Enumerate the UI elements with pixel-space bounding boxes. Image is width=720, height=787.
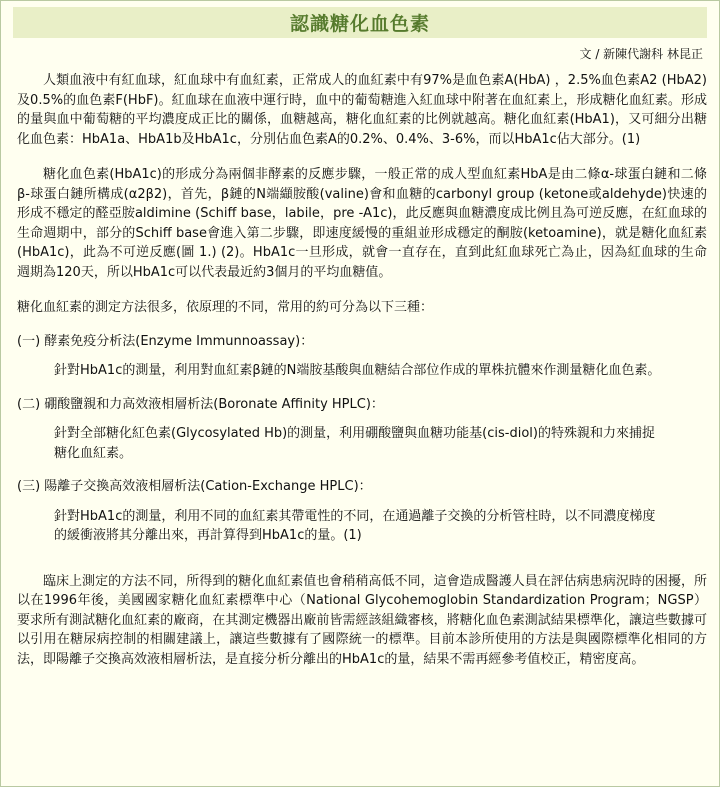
spacer bbox=[17, 318, 707, 332]
spacer bbox=[17, 546, 707, 562]
method-description-cation-exchange: 針對HbA1c的測量，利用不同的血紅素其帶電性的不同，在通過離子交換的分析管柱時，以不同濃度梯度的緩衝液將其分離出來，再計算得到HbA1c的量。(1) bbox=[54, 508, 656, 543]
spacer bbox=[17, 497, 707, 507]
method-heading-cation-exchange: (三) 陽離子交換高效液相層析法(Cation-Exchange HPLC)： bbox=[17, 479, 372, 494]
article-body bbox=[17, 71, 707, 669]
spacer bbox=[17, 149, 707, 165]
author-byline: 文 / 新陳代謝科 林昆正 bbox=[579, 47, 703, 61]
paragraph-methods-intro: 糖化血紅素的測定方法很多，依原理的不同，常用的約可分為以下三種： bbox=[17, 300, 434, 315]
spacer bbox=[17, 282, 707, 298]
title-bar bbox=[13, 7, 707, 38]
method-heading-boronate-affinity: (二) 硼酸鹽親和力高效液相層析法(Boronate Affinity HPLC)： bbox=[17, 396, 384, 412]
spacer bbox=[17, 381, 707, 395]
spacer bbox=[17, 463, 707, 477]
method-description-enzyme-immunoassay: 針對HbA1c的測量，利用對血紅素β鏈的N端胺基酸與血糖結合部位作成的單株抗體來作測量糖化血色素。 bbox=[54, 363, 661, 378]
method-heading-enzyme-immunoassay: (一) 酵素免疫分析法(Enzyme Immunnoassay)： bbox=[17, 333, 314, 349]
paragraph-hemoglobin-intro: 人類血液中有紅血球，紅血球中有血紅素，正常成人的血紅素中有97%是血色素A(HbA) ，2.5%血色素A2 (HbA2)及0.5%的血色素F(HbF)。紅血球在血液中運行時，血中的葡萄糖進入紅血球中附著在血紅素上，形成糖化血紅素。形成的量與血中葡萄糖的平均濃度成正比的關係，血糖越高，糖化血紅素的比例就越高。糖化血紅素(HbA1)，又可細分出糖化血色素：HbA1a、HbA1b及HbA1c，分別佔血色素A的0.2%、0.4%、3-6%，而以HbA1c佔大部分。(1) bbox=[17, 73, 707, 147]
method-description-boronate-affinity: 針對全部糖化紅色素(Glycosylated Hb)的測量，利用硼酸鹽與血糖功能基(cis-diol)的特殊親和力來捕捉糖化血紅素。 bbox=[54, 426, 655, 461]
spacer bbox=[17, 414, 707, 424]
article-title: 認識糖化血色素 bbox=[289, 13, 430, 35]
spacer bbox=[17, 562, 707, 572]
paragraph-ngsp-standardization: 臨床上測定的方法不同，所得到的糖化血紅素值也會稍稍高低不同，這會造成醫護人員在評估病患病況時的困擾，所以在1996年後，美國國家糖化血紅素標準中心（National Glycohemoglobin Standardization Program；NGSP）要求所有測試糖化血紅素的廠商，在其測定機器出廠前皆需經該組織審核，將糖化血色素測試結果標準化，讓這些數據可以引用在糖尿病控制的相關建議上，讓這些數據有了國際統一的標準。目前本診所使用的方法是與國際標準化相同的方法，即陽離子交換高效液相層析法，是直接分析分離出的HbA1c的量，結果不需再經參考值校正，精密度高。 bbox=[17, 573, 707, 667]
spacer bbox=[17, 351, 707, 361]
paragraph-hba1c-formation: 糖化血色素(HbA1c)的形成分為兩個非酵素的反應步驟，一般正常的成人型血紅素HbA是由二條α-球蛋白鏈和二條β-球蛋白鏈所構成(α2β2)，首先，β鏈的N端纈胺酸(valine)會和血糖的carbonyl group (ketone或aldehyde)快速的形成不穩定的醛亞胺aldimine (Schiff base，labile，pre -A1c)，此反應與血糖濃度成比例且為可逆反應，在紅血球的生命週期中，部分的Schiff base會進入第二步驟，即速度緩慢的重組並形成穩定的酮胺(ketoamine)，就是糖化血紅素(HbA1c)，此為不可逆反應(圖 1.) (2)。HbA1c一旦形成，就會一直存在，直到此紅血球死亡為止，因為紅血球的生命週期為120天，所以HbA1c可以代表最近約3個月的平均血糖值。 bbox=[17, 167, 707, 280]
